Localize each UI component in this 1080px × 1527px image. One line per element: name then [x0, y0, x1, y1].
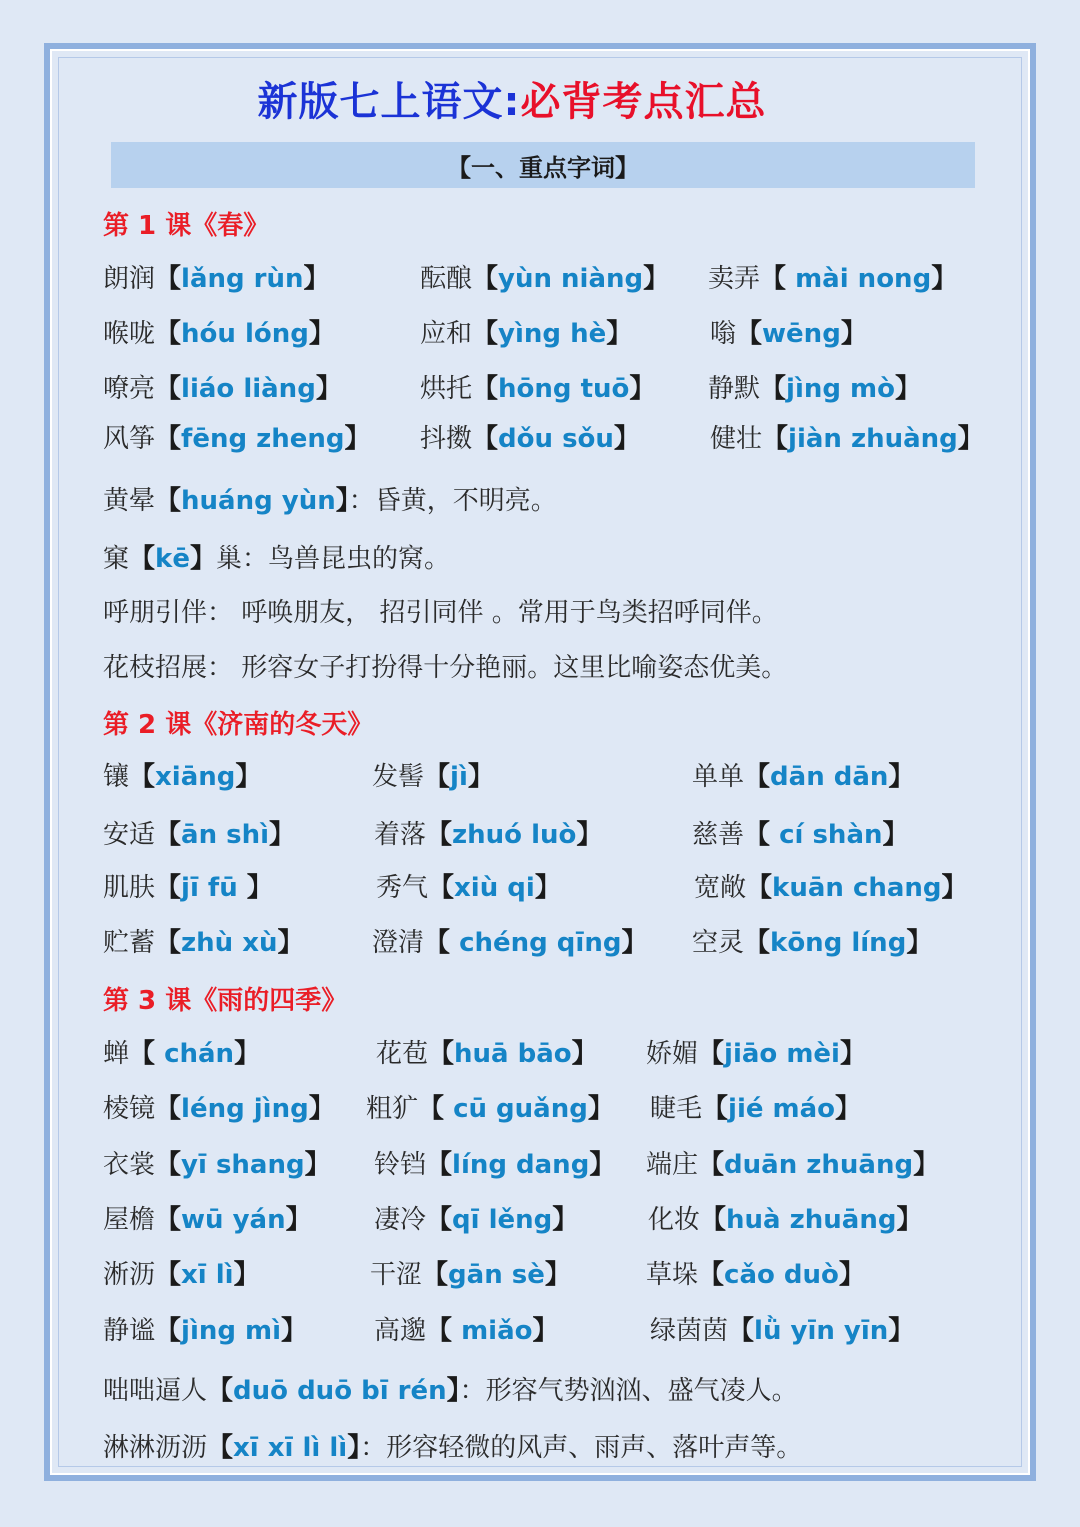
vocab-entry: 烘托【hōng tuō】 — [420, 374, 656, 404]
vocab-word: 绿茵茵 — [650, 1316, 729, 1346]
vocab-pinyin: jìng mì — [181, 1316, 282, 1346]
vocab-entry: 静谧【jìng mì】 — [103, 1316, 308, 1346]
vocab-word: 花苞 — [376, 1039, 429, 1069]
vocab-word: 窠 — [103, 544, 130, 574]
vocab-pinyin: fēng zheng — [181, 424, 345, 454]
vocab-word: 蝉 — [103, 1039, 130, 1069]
vocab-entry: 嘹亮【liáo liàng】 — [103, 374, 342, 404]
vocab-word: 发髻 — [372, 762, 425, 792]
vocab-pinyin: dǒu sǒu — [498, 424, 614, 454]
vocab-pinyin: xiāng — [155, 762, 236, 792]
vocab-entry: 衣裳【yī shang】 — [103, 1150, 331, 1180]
vocab-pinyin: hōng tuō — [498, 374, 630, 404]
vocab-pinyin: lǜ yīn yīn — [754, 1316, 889, 1346]
vocab-pinyin: zhù xù — [181, 928, 278, 958]
vocab-pinyin: zhuó luò — [452, 820, 577, 850]
vocab-entry: 健壮【jiàn zhuàng】 — [710, 424, 984, 454]
vocab-word: 安适 — [103, 820, 156, 850]
definition-line: 窠【kē】巢：鸟兽昆虫的窝。 — [103, 544, 450, 574]
vocab-word: 嘹亮 — [103, 374, 156, 404]
vocab-entry: 干涩【gān sè】 — [370, 1260, 571, 1290]
vocab-word: 衣裳 — [103, 1150, 156, 1180]
vocab-word: 娇媚 — [646, 1039, 699, 1069]
vocab-word: 静默 — [708, 374, 761, 404]
vocab-entry: 端庄【duān zhuāng】 — [646, 1150, 940, 1180]
vocab-pinyin: jiàn zhuàng — [788, 424, 958, 454]
vocab-entry: 绿茵茵【lǜ yīn yīn】 — [650, 1316, 915, 1346]
vocab-pinyin: jiāo mèi — [724, 1039, 840, 1069]
vocab-word: 咄咄逼人 — [103, 1376, 208, 1406]
vocab-word: 淅沥 — [103, 1260, 156, 1290]
vocab-entry: 卖弄【 mài nong】 — [708, 264, 958, 294]
vocab-entry: 娇媚【jiāo mèi】 — [646, 1039, 866, 1069]
vocab-word: 草垛 — [646, 1260, 699, 1290]
vocab-entry: 喉咙【hóu lóng】 — [103, 319, 335, 349]
vocab-pinyin: gān sè — [448, 1260, 545, 1290]
vocab-pinyin: huáng yùn — [181, 486, 336, 516]
vocab-word: 抖擞 — [420, 424, 473, 454]
vocab-pinyin: cí shàn — [770, 820, 883, 850]
vocab-word: 端庄 — [646, 1150, 699, 1180]
vocab-word: 镶 — [103, 762, 130, 792]
vocab-entry: 粗犷【 cū guǎng】 — [366, 1094, 614, 1124]
vocab-entry: 凄冷【qī lěng】 — [374, 1205, 579, 1235]
vocab-pinyin: wū yán — [181, 1205, 286, 1235]
vocab-entry: 慈善【 cí shàn】 — [692, 820, 909, 850]
vocab-word: 高邈 — [374, 1316, 427, 1346]
vocab-entry: 风筝【fēng zheng】 — [103, 424, 371, 454]
vocab-pinyin: chéng qīng — [450, 928, 622, 958]
vocab-entry: 发髻【jì】 — [372, 762, 494, 792]
vocab-pinyin: mài nong — [786, 264, 932, 294]
vocab-pinyin: cǎo duò — [724, 1260, 839, 1290]
vocab-entry: 空灵【kōng líng】 — [692, 928, 933, 958]
section-header: 【一、重点字词】 — [111, 142, 975, 188]
vocab-entry: 抖擞【dǒu sǒu】 — [420, 424, 640, 454]
vocab-entry: 铃铛【líng dang】 — [374, 1150, 616, 1180]
vocab-pinyin: kuān chang — [772, 873, 942, 903]
vocab-entry: 朗润【lǎng rùn】 — [103, 264, 330, 294]
vocab-word: 朗润 — [103, 264, 156, 294]
vocab-pinyin: dān dān — [770, 762, 889, 792]
definition-text: ：形容气势汹汹、盛气凌人。 — [459, 1376, 798, 1406]
vocab-pinyin: ān shì — [181, 820, 270, 850]
vocab-word: 凄冷 — [374, 1205, 427, 1235]
vocab-pinyin: huā bāo — [454, 1039, 572, 1069]
vocab-word: 干涩 — [370, 1260, 423, 1290]
vocab-pinyin: léng jìng — [181, 1094, 309, 1124]
vocab-word: 嗡 — [710, 319, 737, 349]
lesson-1-heading: 第 1 课《春》 — [103, 211, 270, 241]
vocab-pinyin: xī lì — [181, 1260, 234, 1290]
title-part-1: 新版七上语文: — [257, 79, 521, 125]
vocab-entry: 屋檐【wū yán】 — [103, 1205, 312, 1235]
definition-line: 呼朋引伴： 呼唤朋友， 招引同伴 。常用于鸟类招呼同伴。 — [103, 598, 778, 628]
vocab-entry: 草垛【cǎo duò】 — [646, 1260, 865, 1290]
vocab-pinyin: xiù qi — [454, 873, 535, 903]
vocab-pinyin: liáo liàng — [181, 374, 316, 404]
vocab-pinyin: jié máo — [728, 1094, 836, 1124]
vocab-entry: 化妆【huà zhuāng】 — [648, 1205, 923, 1235]
vocab-pinyin: jì — [450, 762, 468, 792]
vocab-word: 黄晕 — [103, 486, 156, 516]
vocab-pinyin: miǎo — [452, 1316, 533, 1346]
vocab-entry: 睫毛【jié máo】 — [650, 1094, 862, 1124]
vocab-pinyin: jìng mò — [786, 374, 895, 404]
vocab-word: 喉咙 — [103, 319, 156, 349]
vocab-entry: 高邈【 miǎo】 — [374, 1316, 559, 1346]
vocab-entry: 应和【yìng hè】 — [420, 319, 633, 349]
vocab-pinyin: hóu lóng — [181, 319, 309, 349]
vocab-pinyin: chán — [155, 1039, 235, 1069]
vocab-pinyin: kōng líng — [770, 928, 907, 958]
definition-line: 黄晕【huáng yùn】：昏黄，不明亮。 — [103, 486, 557, 516]
vocab-pinyin: cū guǎng — [444, 1094, 588, 1124]
vocab-word: 化妆 — [648, 1205, 701, 1235]
vocab-entry: 贮蓄【zhù xù】 — [103, 928, 304, 958]
vocab-pinyin: duō duō bī rén — [233, 1376, 447, 1406]
vocab-word: 棱镜 — [103, 1094, 156, 1124]
vocab-word: 应和 — [420, 319, 473, 349]
vocab-word: 慈善 — [692, 820, 745, 850]
vocab-entry: 棱镜【léng jìng】 — [103, 1094, 335, 1124]
vocab-entry: 肌肤【jī fū 】 — [103, 873, 273, 903]
vocab-entry: 镶【xiāng】 — [103, 762, 262, 792]
vocab-word: 酝酿 — [420, 264, 473, 294]
definition-line: 花枝招展： 形容女子打扮得十分艳丽。这里比喻姿态优美。 — [103, 653, 788, 683]
vocab-entry: 着落【zhuó luò】 — [374, 820, 603, 850]
vocab-pinyin: yùn niàng — [498, 264, 644, 294]
vocab-word: 肌肤 — [103, 873, 156, 903]
vocab-pinyin: xī xī lì lì — [233, 1433, 348, 1463]
definition-line: 淋淋沥沥【xī xī lì lì】：形容轻微的风声、雨声、落叶声等。 — [103, 1433, 803, 1463]
vocab-entry: 宽敞【kuān chang】 — [694, 873, 968, 903]
vocab-pinyin: kē — [155, 544, 190, 574]
vocab-entry: 花苞【huā bāo】 — [376, 1039, 598, 1069]
vocab-word: 空灵 — [692, 928, 745, 958]
vocab-pinyin: qī lěng — [452, 1205, 553, 1235]
vocab-word: 卖弄 — [708, 264, 761, 294]
definition-line: 咄咄逼人【duō duō bī rén】：形容气势汹汹、盛气凌人。 — [103, 1376, 798, 1406]
vocab-word: 铃铛 — [374, 1150, 427, 1180]
vocab-entry: 蝉【 chán】 — [103, 1039, 261, 1069]
vocab-pinyin: yī shang — [181, 1150, 305, 1180]
vocab-word: 健壮 — [710, 424, 763, 454]
vocab-word: 烘托 — [420, 374, 473, 404]
vocab-word: 粗犷 — [366, 1094, 419, 1124]
lesson-3-heading: 第 3 课《雨的四季》 — [103, 986, 348, 1016]
vocab-word: 屋檐 — [103, 1205, 156, 1235]
definition-text: ：昏黄，不明亮。 — [348, 486, 557, 516]
page-title — [0, 70, 1024, 127]
vocab-word: 秀气 — [376, 873, 429, 903]
vocab-entry: 秀气【xiù qi】 — [376, 873, 561, 903]
vocab-pinyin: jī fū — [181, 873, 247, 903]
vocab-word: 静谧 — [103, 1316, 156, 1346]
vocab-word: 着落 — [374, 820, 427, 850]
vocab-word: 风筝 — [103, 424, 156, 454]
vocab-word: 睫毛 — [650, 1094, 703, 1124]
vocab-entry: 澄清【 chéng qīng】 — [372, 928, 648, 958]
vocab-pinyin: wēng — [762, 319, 841, 349]
vocab-pinyin: yìng hè — [498, 319, 607, 349]
vocab-word: 单单 — [692, 762, 745, 792]
vocab-pinyin: lǎng rùn — [181, 264, 304, 294]
vocab-word: 澄清 — [372, 928, 425, 958]
definition-text: ：形容轻微的风声、雨声、落叶声等。 — [360, 1433, 803, 1463]
vocab-entry: 单单【dān dān】 — [692, 762, 915, 792]
vocab-entry: 静默【jìng mò】 — [708, 374, 921, 404]
vocab-entry: 安适【ān shì】 — [103, 820, 296, 850]
vocab-entry: 淅沥【xī lì】 — [103, 1260, 260, 1290]
vocab-entry: 嗡【wēng】 — [710, 319, 867, 349]
title-part-2: 必背考点汇总 — [520, 79, 767, 125]
vocab-pinyin: duān zhuāng — [724, 1150, 914, 1180]
vocab-word: 淋淋沥沥 — [103, 1433, 208, 1463]
lesson-2-heading: 第 2 课《济南的冬天》 — [103, 710, 374, 740]
vocab-pinyin: líng dang — [452, 1150, 590, 1180]
vocab-word: 宽敞 — [694, 873, 747, 903]
definition-text: 巢：鸟兽昆虫的窝。 — [215, 544, 450, 574]
vocab-entry: 酝酿【yùn niàng】 — [420, 264, 670, 294]
vocab-pinyin: huà zhuāng — [726, 1205, 897, 1235]
vocab-word: 贮蓄 — [103, 928, 156, 958]
